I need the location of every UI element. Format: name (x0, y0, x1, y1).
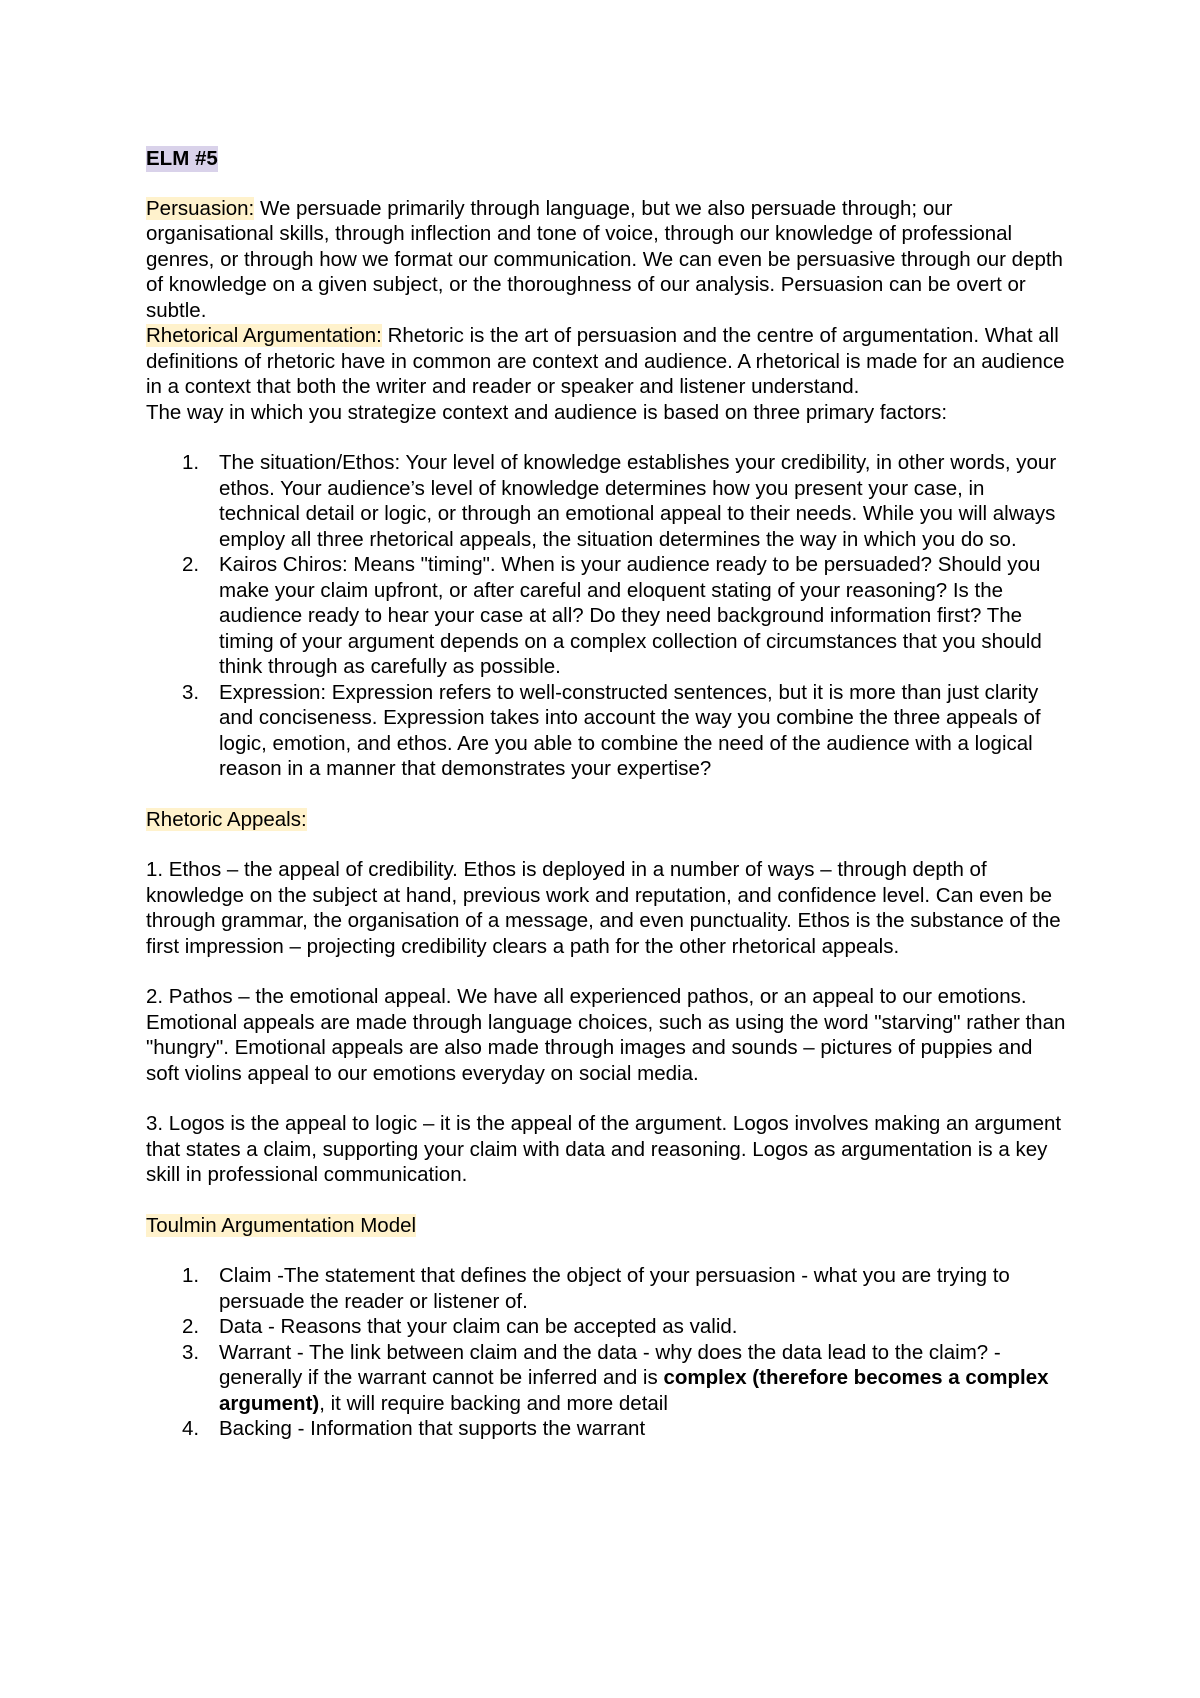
list-item (146, 1263, 1066, 1314)
factors-list (146, 450, 1066, 782)
list-item-text: Backing - Information that supports the warrant (219, 1417, 646, 1440)
list-number: 1. (182, 1264, 200, 1287)
list-item (146, 1314, 1066, 1340)
document-page (146, 146, 1066, 1442)
list-item (146, 450, 1066, 552)
appeal-ethos: 1. Ethos – the appeal of credibility. Ethos is deployed in a number of ways – through depth of knowledge on the subject at hand, previous work and reputation, and confidence level. Can even be through grammar, the organisation of a message, and even punctuality. Ethos is the substance of the first impression – projecting credibility clears a path for the other rhetorical appeals. (146, 858, 1061, 958)
list-item (146, 1416, 1066, 1442)
list-item-text: Kairos Chiros: Means "timing". When is your audience ready to be persuaded? Should you make your claim upfront, or after careful and eloquent stating of your reasoning? Is the audience ready to hear your case at all? Do they need background information first? The timing of your argument depends on a complex collection of circumstances that you should think through as carefully as possible. (219, 553, 1042, 678)
rhetorical-argumentation-label: Rhetorical Argumentation: (146, 324, 382, 347)
list-number: 2. (182, 1315, 200, 1338)
document-title: ELM #5 (146, 147, 218, 170)
list-item-text: Warrant - The link between claim and the data - why does the data lead to the claim? - generally if the warrant cannot be inferred and is (219, 1340, 1001, 1389)
appeal-logos: 3. Logos is the appeal to logic – it is the appeal of the argument. Logos involves making an argument that states a claim, supporting your claim with data and reasoning. Logos as argumentation is a key skill in professional communication. (146, 1112, 1062, 1186)
rhetoric-appeals-heading: Rhetoric Appeals: (146, 807, 307, 831)
factors-intro: The way in which you strategize context and audience is based on three primary factors: (146, 400, 948, 424)
list-number: 3. (182, 1340, 200, 1364)
list-item (146, 1340, 1066, 1417)
list-item-bold-text: complex (therefore becomes a complex argument) (219, 1366, 1049, 1415)
list-number: 3. (182, 680, 200, 704)
list-item-text: Expression: Expression refers to well-constructed sentences, but it is more than just clarity and conciseness. Expression takes into account the way you combine the three appeals of logic, emotion, and ethos. Are you able to combine the need of the audience with a logical reason in a manner that demonstrates your expertise? (219, 680, 1041, 780)
list-item-text: The situation/Ethos: Your level of knowledge establishes your credibility, in other words, your ethos. Your audience’s level of knowledge determines how you present your case, in technical detail or logic, or through an emotional appeal to their needs. While you will always employ all three rhetorical appeals, the situation determines the way in which you do so. (219, 451, 1057, 551)
list-item-text: Data - Reasons that your claim can be accepted as valid. (219, 1315, 738, 1338)
list-number: 2. (182, 553, 200, 576)
list-number: 4. (182, 1417, 200, 1440)
list-item-text-after: , it will require backing and more detail (319, 1391, 668, 1415)
persuasion-label: Persuasion: (146, 196, 255, 220)
list-item-text: Claim -The statement that defines the object of your persuasion - what you are trying to persuade the reader or listener of. (219, 1264, 1010, 1313)
rhetorical-argumentation-paragraph (146, 323, 1066, 400)
list-item (146, 552, 1066, 680)
appeal-pathos: 2. Pathos – the emotional appeal. We have all experienced pathos, or an appeal to our emotions. Emotional appeals are made through language choices, such as using the word "starving" rather than "hungry". Emotional appeals are also made through images and sounds – pictures of puppies and soft violins appeal to our emotions everyday on social media. (146, 985, 1066, 1085)
list-item (146, 680, 1066, 782)
toulmin-heading: Toulmin Argumentation Model (146, 1213, 417, 1237)
list-number: 1. (182, 451, 200, 474)
rhetorical-argumentation-text: Rhetoric is the art of persuasion and the centre of argumentation. What all definitions of rhetoric have in common are context and audience. A rhetorical is made for an audience in a context that both the writer and reader or speaker and listener understand. (146, 324, 1065, 398)
toulmin-list (146, 1263, 1066, 1442)
persuasion-paragraph (146, 196, 1066, 324)
persuasion-text: We persuade primarily through language, but we also persuade through; our organisational skills, through inflection and tone of voice, through our knowledge of professional genres, or through how we format our communication. We can even be persuasive through our depth of knowledge on a given subject, or the thoroughness of our analysis. Persuasion can be overt or subtle. (146, 196, 1063, 322)
